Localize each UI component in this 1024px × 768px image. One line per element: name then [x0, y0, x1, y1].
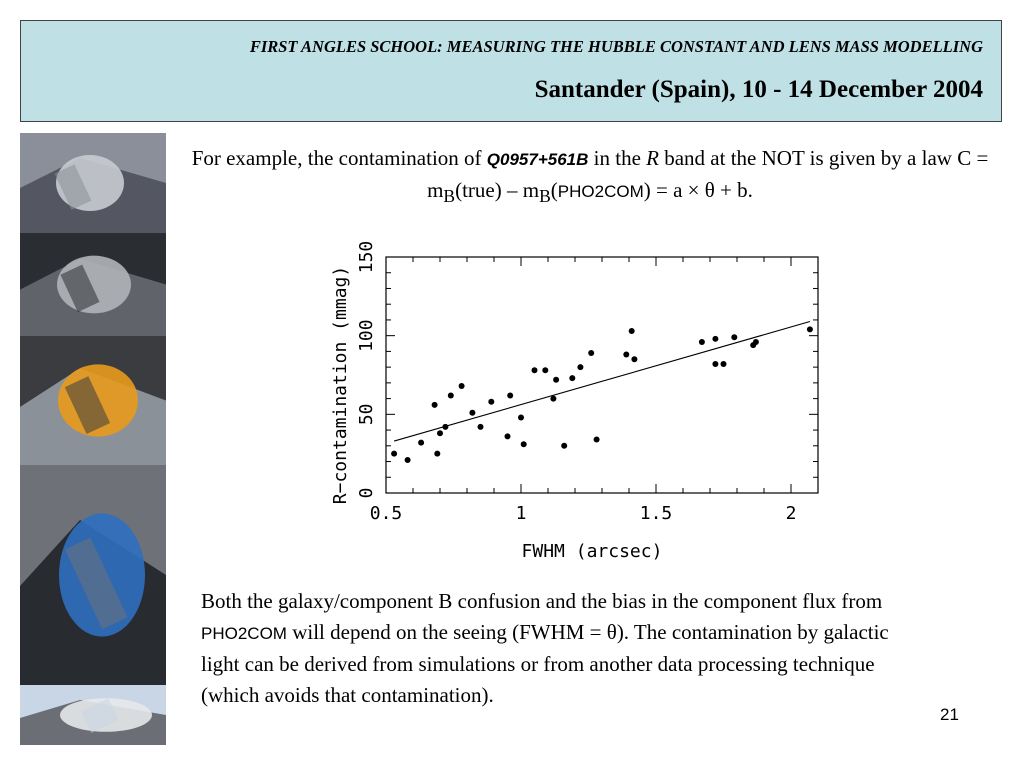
- data-point: [505, 433, 511, 439]
- data-point: [753, 339, 759, 345]
- y-tick-label: 50: [356, 403, 377, 426]
- data-point: [594, 437, 600, 443]
- venue-date: Santander (Spain), 10 - 14 December 2004: [534, 76, 983, 103]
- y-tick-label: 150: [356, 240, 377, 274]
- data-point: [448, 392, 454, 398]
- data-point: [532, 367, 538, 373]
- observatory-building-photo: [20, 685, 166, 746]
- x-axis-label: FWHM (arcsec): [521, 541, 663, 562]
- data-point: [521, 441, 527, 447]
- slide-header: [20, 20, 1002, 122]
- data-point: [518, 414, 524, 420]
- x-tick-label: 0.5: [369, 503, 403, 524]
- data-point: [807, 326, 813, 332]
- x-tick-label: 1.5: [639, 503, 673, 524]
- code-name: PHO2COM: [201, 623, 287, 643]
- object-name: Q0957+561B: [486, 150, 589, 169]
- data-point: [478, 424, 484, 430]
- data-point: [550, 396, 556, 402]
- blue-telescope-photo: [20, 465, 166, 686]
- code-name: PHO2COM: [557, 182, 644, 201]
- data-point: [469, 410, 475, 416]
- body-paragraph: Both the galaxy/component B confusion and the bias in the component flux from PHO2COM will depend on the seeing (FWHM = θ). The contamination by galactic light can be derived from simulations or from another data processing technique (which avoids that contamination).: [201, 589, 889, 707]
- data-point: [731, 334, 737, 340]
- data-point: [542, 367, 548, 373]
- data-point: [712, 336, 718, 342]
- data-point: [712, 361, 718, 367]
- x-tick-label: 2: [785, 503, 797, 524]
- data-point: [432, 402, 438, 408]
- y-axis-label: R−contamination (mmag): [330, 265, 351, 505]
- data-point: [442, 424, 448, 430]
- data-point: [391, 451, 397, 457]
- y-tick-label: 0: [356, 487, 377, 499]
- telescope-dome-photo: [20, 133, 166, 234]
- fit-line: [394, 322, 810, 442]
- data-point: [405, 457, 411, 463]
- data-point: [623, 352, 629, 358]
- plot-frame: [386, 257, 818, 493]
- data-point: [488, 399, 494, 405]
- school-title: FIRST ANGLES SCHOOL: MEASURING THE HUBBLE CONSTANT AND LENS MASS MODELLING: [249, 37, 983, 56]
- data-point: [437, 430, 443, 436]
- data-point: [561, 443, 567, 449]
- intro-text: For example, the contamination of Q0957+561B in the R band at the NOT is given by a law $C = m_B(true) - m_B(PHO2COM) = a \times \theta + b$.: [191, 146, 989, 207]
- contamination-scatter-chart: [320, 230, 830, 570]
- data-point: [721, 361, 727, 367]
- orange-telescope-photo: [20, 336, 166, 466]
- data-point: [588, 350, 594, 356]
- data-point: [553, 377, 559, 383]
- page-number: 21: [940, 705, 959, 724]
- data-point: [631, 356, 637, 362]
- x-tick-label: 1: [515, 503, 527, 524]
- data-point: [507, 392, 513, 398]
- data-point: [699, 339, 705, 345]
- data-point: [569, 375, 575, 381]
- data-point: [629, 328, 635, 334]
- data-point: [577, 364, 583, 370]
- data-point: [418, 440, 424, 446]
- telescope-structure-photo: [20, 233, 166, 337]
- data-point: [434, 451, 440, 457]
- data-point: [459, 383, 465, 389]
- y-tick-label: 100: [356, 319, 377, 352]
